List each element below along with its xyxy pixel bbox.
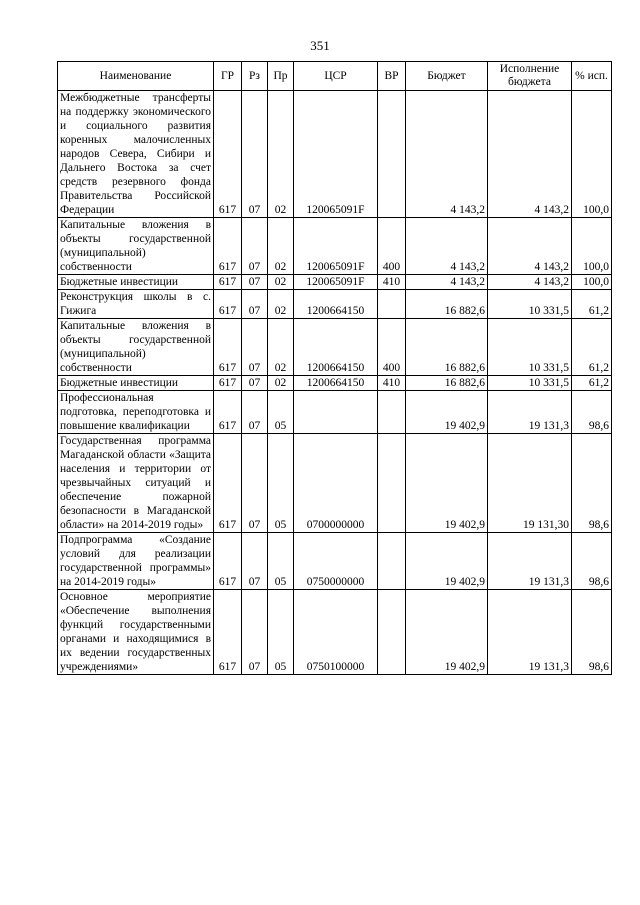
cell-pr: 05 — [268, 391, 294, 434]
cell-rz: 07 — [242, 376, 268, 391]
budget-table — [57, 61, 612, 675]
cell-execution: 19 131,30 — [488, 434, 572, 533]
table-row — [58, 434, 612, 533]
cell-rz: 07 — [242, 434, 268, 533]
cell-execution: 10 331,5 — [488, 319, 572, 376]
cell-execution: 4 143,2 — [488, 91, 572, 218]
cell-percent: 98,6 — [572, 391, 612, 434]
cell-csr: 120065091F — [294, 218, 378, 275]
cell-percent: 98,6 — [572, 533, 612, 590]
cell-gr: 617 — [214, 218, 242, 275]
cell-gr: 617 — [214, 391, 242, 434]
cell-percent: 98,6 — [572, 434, 612, 533]
table-header-row — [58, 62, 612, 91]
cell-name: Основное мероприятие «Обеспечение выполнения функций государственными органами и находящимися в их ведении государственных учреждениями» — [58, 590, 214, 675]
cell-csr: 0750000000 — [294, 533, 378, 590]
cell-vr: 410 — [378, 376, 406, 391]
cell-name: Капитальные вложения в объекты государственной (муниципальной) собственности — [58, 319, 214, 376]
header-percent: % исп. — [572, 62, 612, 91]
cell-name: Бюджетные инвестиции — [58, 275, 214, 290]
cell-vr: 400 — [378, 218, 406, 275]
cell-pr: 02 — [268, 290, 294, 319]
cell-csr: 0700000000 — [294, 434, 378, 533]
cell-name: Капитальные вложения в объекты государственной (муниципальной) собственности — [58, 218, 214, 275]
cell-execution: 19 131,3 — [488, 590, 572, 675]
header-rz: Рз — [242, 62, 268, 91]
header-gr: ГР — [214, 62, 242, 91]
cell-gr: 617 — [214, 376, 242, 391]
cell-percent: 98,6 — [572, 590, 612, 675]
header-budget: Бюджет — [406, 62, 488, 91]
cell-execution: 10 331,5 — [488, 376, 572, 391]
cell-pr: 05 — [268, 434, 294, 533]
table-row — [58, 590, 612, 675]
cell-vr — [378, 533, 406, 590]
header-name: Наименование — [58, 62, 214, 91]
cell-name: Бюджетные инвестиции — [58, 376, 214, 391]
cell-rz: 07 — [242, 91, 268, 218]
cell-pr: 02 — [268, 319, 294, 376]
cell-name: Межбюджетные трансферты на поддержку экономического и социального развития коренных малочисленных народов Севера, Сибири и Дальнего Востока за счет средств резервного фонда Правительства Российской Федерации — [58, 91, 214, 218]
cell-csr: 0750100000 — [294, 590, 378, 675]
cell-percent: 100,0 — [572, 275, 612, 290]
table-row — [58, 319, 612, 376]
cell-percent: 100,0 — [572, 91, 612, 218]
cell-execution: 10 331,5 — [488, 290, 572, 319]
cell-csr: 1200664150 — [294, 319, 378, 376]
table-row — [58, 290, 612, 319]
cell-name: Подпрограмма «Создание условий для реализации государственной программы» на 2014-2019 годы» — [58, 533, 214, 590]
cell-name: Реконструкция школы в с. Гижига — [58, 290, 214, 319]
cell-vr — [378, 590, 406, 675]
cell-budget: 16 882,6 — [406, 376, 488, 391]
cell-csr: 1200664150 — [294, 290, 378, 319]
header-vr: ВР — [378, 62, 406, 91]
page-number: 351 — [310, 38, 330, 53]
cell-execution: 4 143,2 — [488, 218, 572, 275]
cell-rz: 07 — [242, 391, 268, 434]
cell-pr: 02 — [268, 91, 294, 218]
cell-execution: 19 131,3 — [488, 533, 572, 590]
cell-rz: 07 — [242, 319, 268, 376]
cell-budget: 16 882,6 — [406, 290, 488, 319]
cell-gr: 617 — [214, 290, 242, 319]
cell-rz: 07 — [242, 290, 268, 319]
header-csr: ЦСР — [294, 62, 378, 91]
cell-csr: 1200664150 — [294, 376, 378, 391]
header-execution: Исполнение бюджета — [488, 62, 572, 91]
cell-budget: 19 402,9 — [406, 391, 488, 434]
cell-vr — [378, 391, 406, 434]
cell-gr: 617 — [214, 319, 242, 376]
cell-gr: 617 — [214, 434, 242, 533]
cell-vr — [378, 290, 406, 319]
cell-pr: 05 — [268, 590, 294, 675]
cell-csr — [294, 391, 378, 434]
table-row — [58, 218, 612, 275]
cell-pr: 02 — [268, 275, 294, 290]
cell-gr: 617 — [214, 590, 242, 675]
table-row — [58, 533, 612, 590]
cell-pr: 05 — [268, 533, 294, 590]
cell-name: Государственная программа Магаданской области «Защита населения и территории от чрезвычайных ситуаций и обеспечение пожарной безопасности в Магаданской области» на 2014-2019 годы» — [58, 434, 214, 533]
cell-percent: 61,2 — [572, 319, 612, 376]
cell-csr: 120065091F — [294, 275, 378, 290]
cell-budget: 19 402,9 — [406, 533, 488, 590]
cell-budget: 4 143,2 — [406, 91, 488, 218]
header-pr: Пр — [268, 62, 294, 91]
cell-pr: 02 — [268, 218, 294, 275]
cell-gr: 617 — [214, 275, 242, 290]
cell-gr: 617 — [214, 91, 242, 218]
table-row — [58, 275, 612, 290]
cell-percent: 61,2 — [572, 376, 612, 391]
cell-rz: 07 — [242, 533, 268, 590]
cell-budget: 16 882,6 — [406, 319, 488, 376]
cell-vr: 400 — [378, 319, 406, 376]
cell-name: Профессиональная подготовка, переподготовка и повышение квалификации — [58, 391, 214, 434]
cell-budget: 4 143,2 — [406, 275, 488, 290]
cell-budget: 19 402,9 — [406, 590, 488, 675]
cell-execution: 19 131,3 — [488, 391, 572, 434]
cell-pr: 02 — [268, 376, 294, 391]
cell-budget: 4 143,2 — [406, 218, 488, 275]
cell-percent: 100,0 — [572, 218, 612, 275]
table-row — [58, 91, 612, 218]
cell-rz: 07 — [242, 590, 268, 675]
cell-percent: 61,2 — [572, 290, 612, 319]
cell-gr: 617 — [214, 533, 242, 590]
cell-rz: 07 — [242, 218, 268, 275]
table-row — [58, 376, 612, 391]
cell-budget: 19 402,9 — [406, 434, 488, 533]
cell-vr — [378, 434, 406, 533]
cell-csr: 120065091F — [294, 91, 378, 218]
table-row — [58, 391, 612, 434]
cell-rz: 07 — [242, 275, 268, 290]
cell-vr: 410 — [378, 275, 406, 290]
cell-execution: 4 143,2 — [488, 275, 572, 290]
cell-vr — [378, 91, 406, 218]
